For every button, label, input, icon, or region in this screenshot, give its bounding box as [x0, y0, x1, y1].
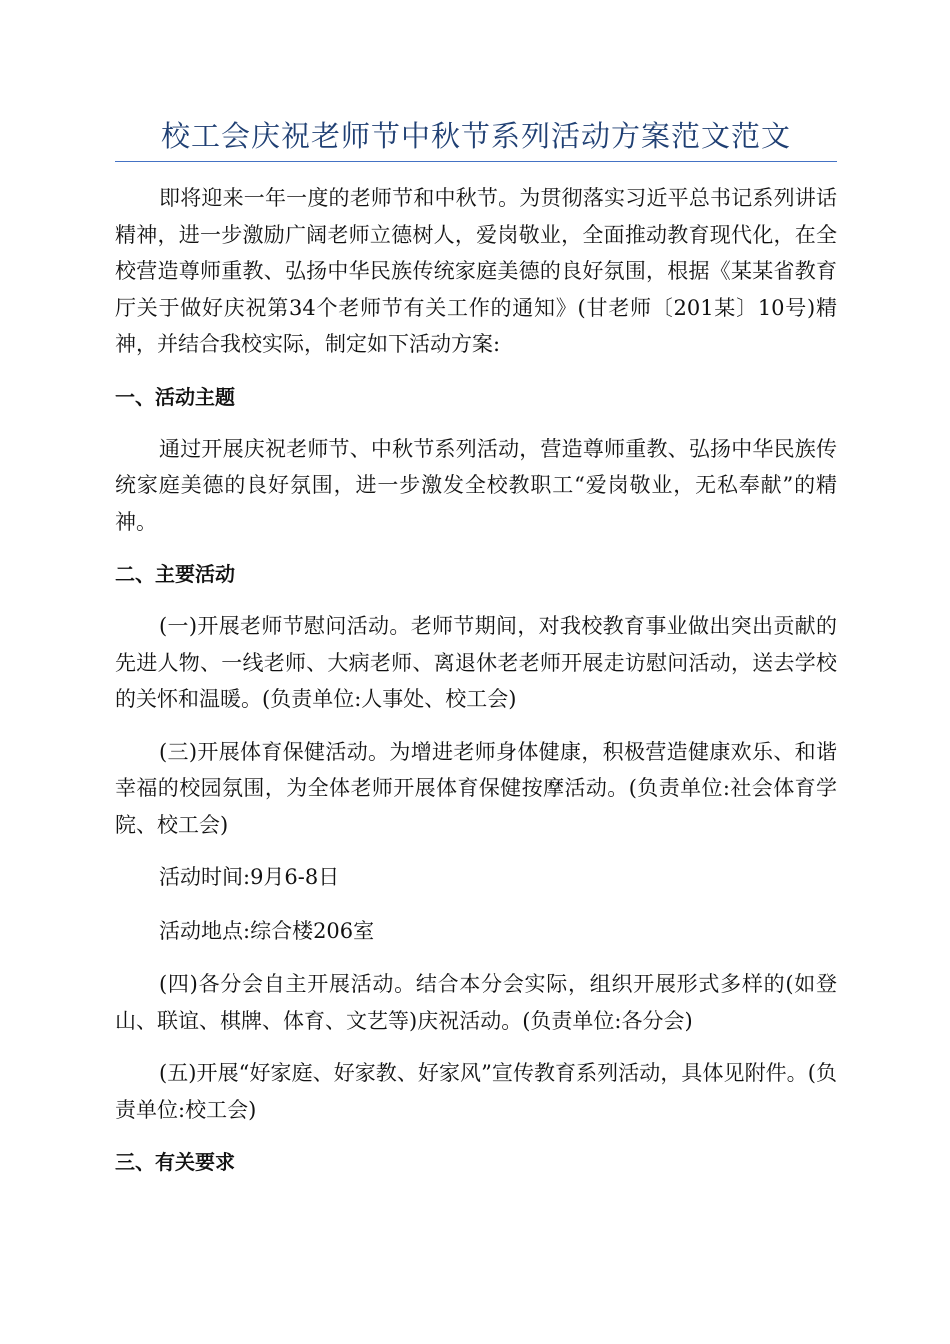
document-title: 校工会庆祝老师节中秋节系列活动方案范文范文: [115, 100, 837, 162]
section-heading-activities: 二、主要活动: [115, 562, 235, 586]
intro-paragraph: 即将迎来一年一度的老师节和中秋节。为贯彻落实习近平总书记系列讲话精神，进一步激励广阔老师立德树人，爱岗敬业，全面推动教育现代化，在全校营造尊师重教、弘扬中华民族传统家庭美德的良好氛围，根据《某某省教育厅关于做好庆祝第34个老师节有关工作的通知》(甘老师〔201某〕10号)精神，并结合我校实际，制定如下活动方案:: [115, 186, 837, 356]
activity-item-5: (五)开展“好家庭、好家教、好家风”宣传教育系列活动，具体见附件。(负责单位:校工会): [115, 1061, 837, 1122]
section-heading-theme: 一、活动主题: [115, 384, 235, 409]
activity-item-1: (一)开展老师节慰问活动。老师节期间，对我校教育事业做出突出贡献的先进人物、一线老师、大病老师、离退休老老师开展走访慰问活动，送去学校的关怀和温暖。(负责单位:人事处、校工会): [115, 614, 837, 711]
activity-item-4: (四)各分会自主开展活动。结合本分会实际，组织开展形式多样的(如登山、联谊、棋牌、体育、文艺等)庆祝活动。(负责单位:各分会): [115, 972, 837, 1033]
theme-paragraph: 通过开展庆祝老师节、中秋节系列活动，营造尊师重教、弘扬中华民族传统家庭美德的良好氛围，进一步激发全校教职工“爱岗敬业，无私奉献”的精神。: [115, 436, 837, 534]
activity-place: 活动地点:综合楼206室: [159, 918, 375, 943]
document-page: [115, 100, 837, 1196]
activity-time: 活动时间:9月6-8日: [159, 865, 340, 889]
section-heading-requirements: 三、有关要求: [115, 1150, 235, 1174]
activity-item-3: (三)开展体育保健活动。为增进老师身体健康，积极营造健康欢乐、和谐幸福的校园氛围，为全体老师开展体育保健按摩活动。(负责单位:社会体育学院、校工会): [115, 739, 837, 837]
